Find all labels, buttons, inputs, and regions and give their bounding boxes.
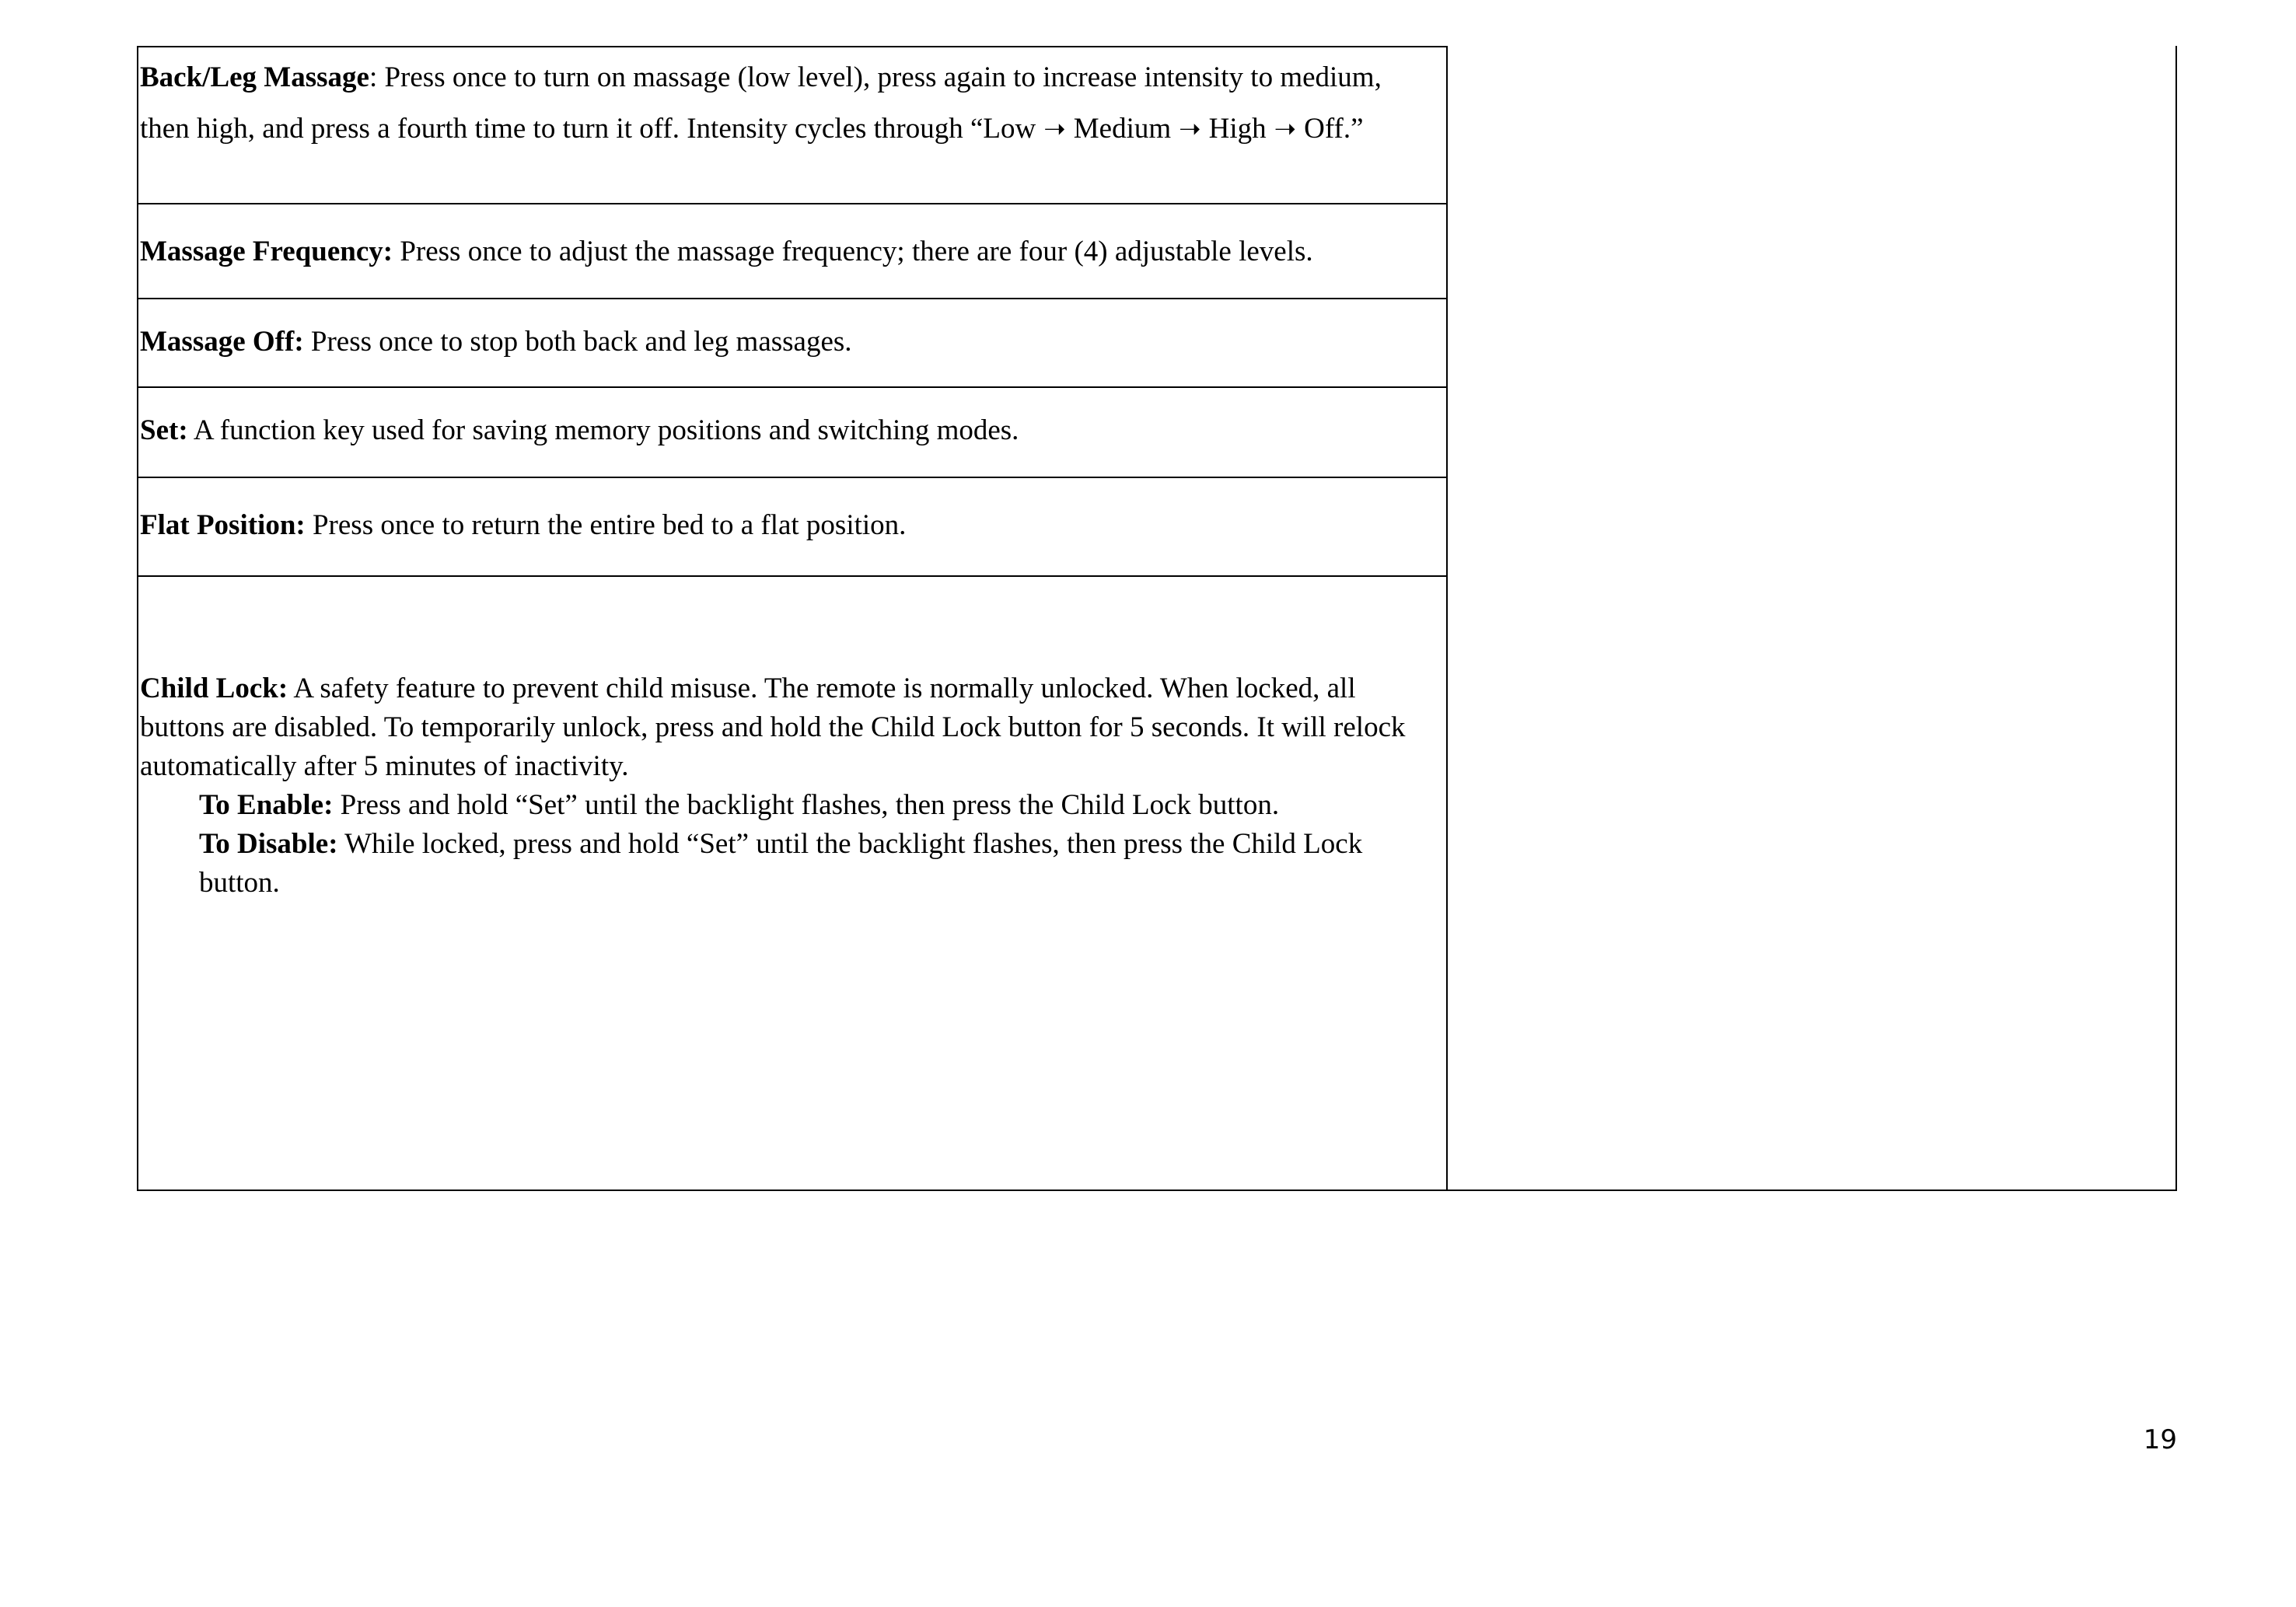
arrow-icon: ➝ bbox=[1179, 114, 1201, 145]
child-lock-disable bbox=[140, 825, 1432, 903]
desc-to-disable: While locked, press and hold “Set” until the backlight flashes, then press the Child Lock button. bbox=[199, 828, 1363, 899]
term-flat-position: Flat Position: bbox=[140, 509, 306, 541]
table-row-massage-frequency bbox=[137, 203, 1448, 298]
desc-back-leg-massage: : Press once to turn on massage (low level), press again to increase intensity to medium, then high, and press a fourth time to turn it off. Intensity cycles through bbox=[140, 61, 1382, 145]
desc-flat-position: Press once to return the entire bed to a flat position. bbox=[305, 509, 907, 541]
table-row-child-lock bbox=[137, 575, 1448, 1191]
arrow-icon: ➝ bbox=[1043, 114, 1066, 145]
table-row-back-leg-massage bbox=[137, 46, 1448, 203]
desc-set: A function key used for saving memory positions and switching modes. bbox=[187, 414, 1019, 446]
desc-to-enable: Press and hold “Set” until the backlight flashes, then press the Child Lock button. bbox=[333, 789, 1280, 821]
sequence-low: “Low bbox=[970, 113, 1036, 145]
desc-massage-off: Press once to stop both back and leg massages. bbox=[303, 326, 852, 358]
table-row-flat-position bbox=[137, 477, 1448, 575]
sequence-high: High bbox=[1208, 113, 1267, 145]
desc-massage-frequency: Press once to adjust the massage frequency; there are four (4) adjustable levels. bbox=[393, 236, 1313, 267]
term-back-leg-massage: Back/Leg Massage bbox=[140, 61, 369, 93]
term-massage-off: Massage Off: bbox=[140, 326, 304, 358]
page-number: 19 bbox=[2143, 1424, 2177, 1455]
table-row-set bbox=[137, 386, 1448, 477]
sequence-medium: Medium bbox=[1073, 113, 1172, 145]
arrow-icon: ➝ bbox=[1274, 114, 1297, 145]
term-set: Set: bbox=[140, 414, 188, 446]
term-to-disable: To Disable: bbox=[199, 828, 338, 860]
table-row-massage-off bbox=[137, 298, 1448, 386]
sequence-off: Off.” bbox=[1304, 113, 1364, 145]
term-to-enable: To Enable: bbox=[199, 789, 334, 821]
term-child-lock: Child Lock: bbox=[140, 672, 288, 704]
term-massage-frequency: Massage Frequency: bbox=[140, 236, 393, 267]
child-lock-enable bbox=[140, 786, 1432, 825]
desc-child-lock: A safety feature to prevent child misuse. The remote is normally unlocked. When locked, all buttons are disabled. To temporarily unlock, press and hold the Child Lock button for 5 seconds. It will relock automatically after 5 minutes of inactivity. bbox=[140, 672, 1406, 782]
